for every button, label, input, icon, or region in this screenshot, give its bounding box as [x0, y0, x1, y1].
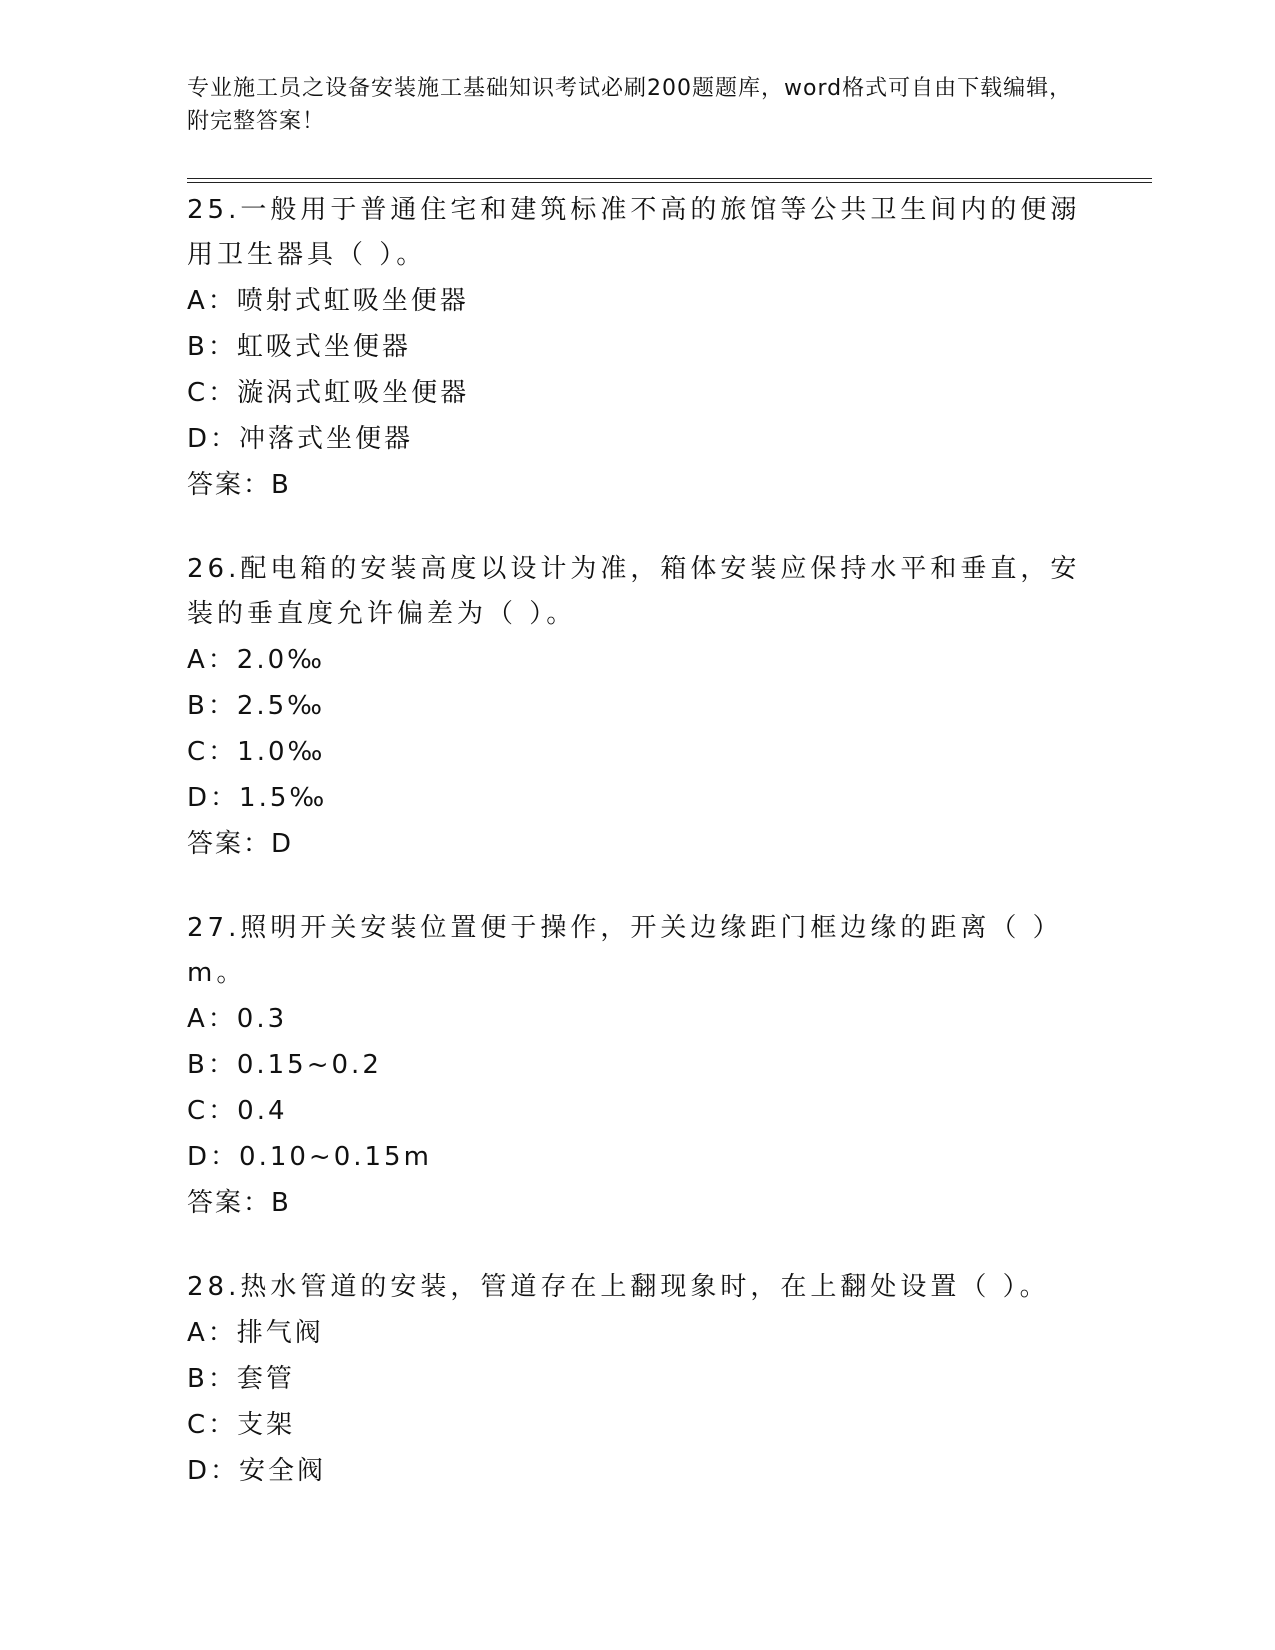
question-28: [187, 1265, 1087, 1494]
option-c: C：1.0‰: [187, 737, 326, 767]
option-a: A：喷射式虹吸坐便器: [187, 286, 469, 316]
answer-label: 答案：B: [187, 470, 291, 500]
question-text: 28.热水管道的安装，管道存在上翻现象时，在上翻处设置（ ）。: [187, 1272, 1050, 1302]
option-d: D：安全阀: [187, 1456, 327, 1486]
answer-label: 答案：B: [187, 1188, 291, 1218]
option-c: C：0.4: [187, 1096, 288, 1126]
header-divider-bottom: [187, 182, 1152, 183]
option-a: A：排气阀: [187, 1318, 324, 1348]
header-divider-top: [187, 178, 1152, 179]
question-list: [187, 188, 1087, 1533]
option-b: B：2.5‰: [187, 691, 326, 721]
option-d: D：1.5‰: [187, 783, 328, 813]
option-b: B：套管: [187, 1364, 295, 1394]
option-a: A：2.0‰: [187, 645, 326, 675]
option-d: D：冲落式坐便器: [187, 424, 414, 454]
document-title: 专业施工员之设备安装施工基础知识考试必刷200题题库，word格式可自由下载编辑，附完整答案！: [187, 76, 1073, 134]
document-header: [187, 72, 1087, 138]
option-b: B：虹吸式坐便器: [187, 332, 411, 362]
option-a: A：0.3: [187, 1004, 288, 1034]
option-d: D：0.10~0.15m: [187, 1142, 432, 1172]
question-27: [187, 906, 1087, 1226]
question-26: [187, 547, 1087, 867]
question-25: [187, 188, 1087, 508]
answer-label: 答案：D: [187, 829, 294, 859]
option-c: C：漩涡式虹吸坐便器: [187, 378, 470, 408]
option-b: B：0.15~0.2: [187, 1050, 382, 1080]
option-c: C：支架: [187, 1410, 296, 1440]
question-text: 27.照明开关安装位置便于操作，开关边缘距门框边缘的距离（ ）m。: [187, 913, 1063, 988]
question-text: 26.配电箱的安装高度以设计为准，箱体安装应保持水平和垂直，安装的垂直度允许偏差为（ ）。: [187, 554, 1081, 629]
question-text: 25.一般用于普通住宅和建筑标准不高的旅馆等公共卫生间内的便溺用卫生器具（ ）。: [187, 195, 1081, 270]
